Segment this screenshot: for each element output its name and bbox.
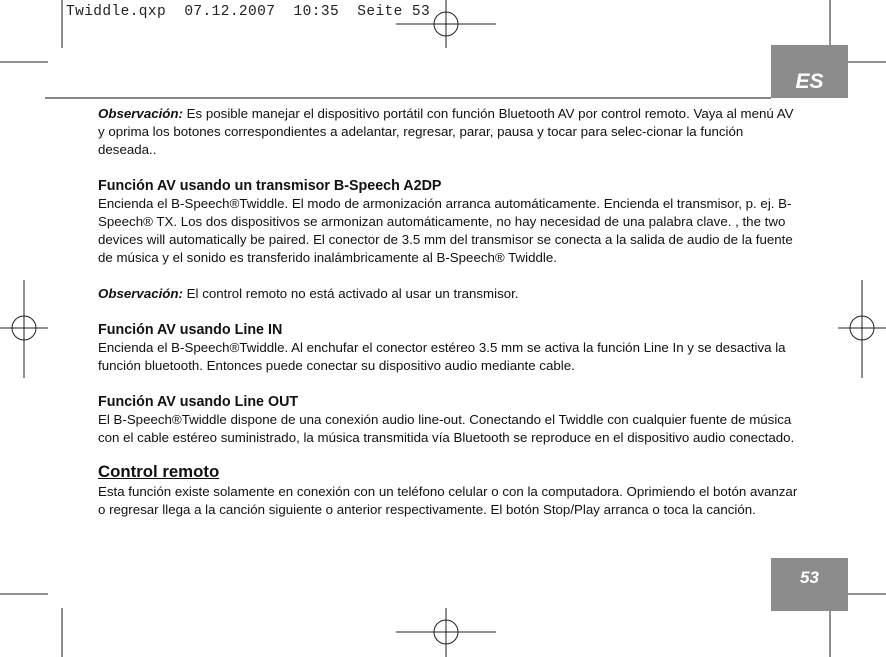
note-2-text: El control remoto no está activado al usar un transmisor. [182, 286, 519, 301]
page-number-tab [771, 558, 848, 611]
lineout-text: El B-Speech®Twiddle dispone de una conexión audio line-out. Conectando el Twiddle con cualquier fuente de música con el cable estéreo suministrado, la música transmitida vía Bluetooth se reproduce en el dispositivo audio conectado. [98, 412, 795, 445]
linein-text: Encienda el B-Speech®Twiddle. Al enchufar el conector estéreo 3.5 mm se activa la función Line In y se desactiva la función bluetooth. Entonces puede conectar su dispositivo audio mediante cable. [98, 340, 786, 373]
print-slug: Twiddle.qxp 07.12.2007 10:35 Seite 53 [66, 4, 431, 20]
page-content [98, 105, 798, 519]
note-2-label: Observación: [98, 286, 183, 301]
linein-heading: Función AV usando Line IN [98, 322, 283, 338]
note-1-label: Observación: [98, 106, 183, 121]
page-number: 53 [800, 568, 819, 587]
a2dp-heading: Función AV usando un transmisor B-Speech A2DP [98, 178, 442, 194]
remote-text: Esta función existe solamente en conexión con un teléfono celular o con la computadora. Oprimiendo el botón avanzar o regresar llega a la canción siguiente o anterior respectivamente. El botón Stop/Play arranca o toca la canción. [98, 484, 798, 517]
language-tab-label: ES [795, 70, 824, 93]
language-tab [771, 45, 848, 98]
remote-heading: Control remoto [98, 462, 220, 481]
note-1-text: Es posible manejar el dispositivo portátil con función Bluetooth AV por control remoto. Vaya al menú AV y oprima los botones correspondientes a adelantar, regresar, parar, pausa y tocar para selec-cionar la función deseada.. [98, 106, 794, 157]
note-2 [98, 285, 798, 303]
note-1 [98, 105, 798, 159]
a2dp-text: Encienda el B-Speech®Twiddle. El modo de armonización arranca automáticamente. Encienda el transmisor, p. ej. B-Speech® TX. Los dos dispositivos se armonizan automáticamente, no hay necesidad de una palabra clave. , the two devices will automatically be paired. El conector de 3.5 mm del transmisor se conecta a la salida de audio de la fuente de música y el sonido es transferido inalámbricamente al B-Speech® Twiddle. [98, 196, 793, 265]
lineout-heading: Función AV usando Line OUT [98, 394, 299, 410]
